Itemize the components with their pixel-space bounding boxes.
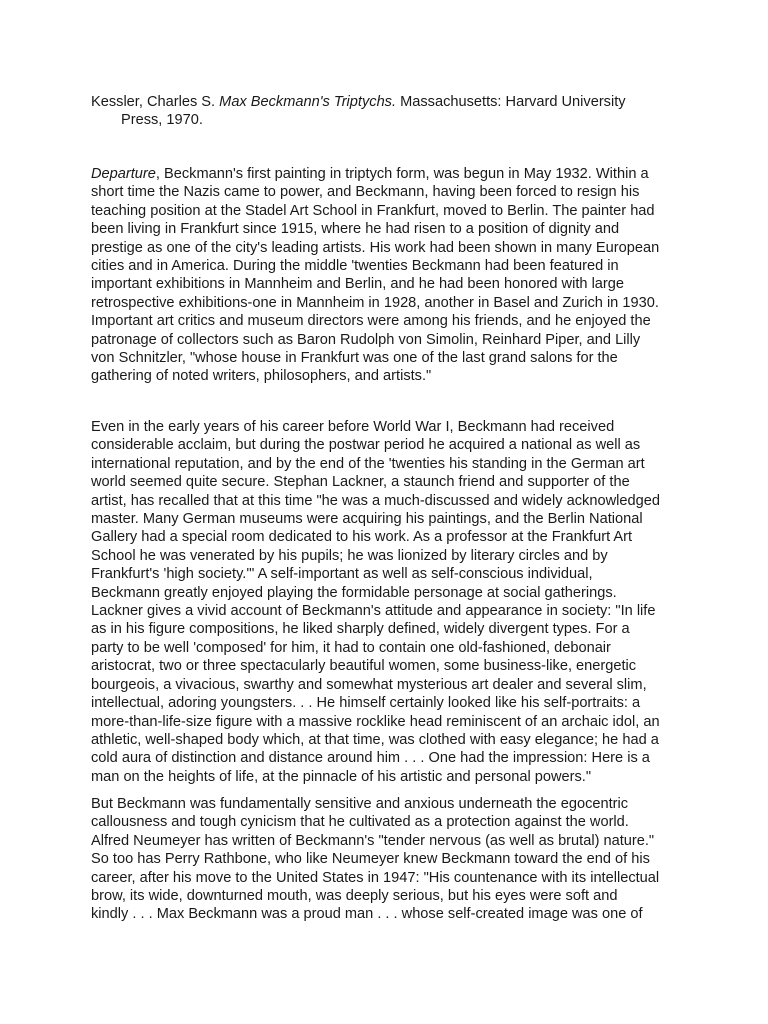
paragraph-line: School he was venerated by his pupils; he was lionized by literary circles and by [91,547,608,564]
citation-line-1 [91,93,691,111]
paragraph-line: cold aura of distinction and distance around him . . . One had the impression: Here is a [91,750,650,767]
paragraph-line: Important art critics and museum directors were among his friends, and he enjoyed the [91,313,651,330]
paragraph-line: Even in the early years of his career before World War I, Beckmann had received [91,419,615,435]
paragraph-line: aristocrat, two or three spectacularly beautiful women, some business-like, energetic [91,658,637,675]
paragraph-line: gathering of noted writers, philosophers, and artists." [91,368,432,385]
paragraph-line: callousness and tough cynicism that he cultivated as a protection against the world. [91,814,629,831]
paragraph-line: been living in Frankfurt since 1915, where he had risen to a position of dignity and [91,221,620,238]
paragraph-line: as in his figure compositions, he liked sharply defined, widely divergent types. For a [91,621,630,638]
paragraph-line: intellectual, adoring youngsters. . . He himself certainly looked like his self-portraits: a [91,695,641,712]
paragraph-line: athletic, well-shaped body which, at that time, was clothed with easy elegance; he had a [91,731,659,748]
paragraph-line: retrospective exhibitions-one in Mannheim in 1928, another in Basel and Zurich in 1930. [91,294,659,311]
paragraph-line: master. Many German museums were acquiring his paintings, and the Berlin National [91,511,643,528]
citation-author: Kessler, Charles S. [91,94,220,110]
paragraph-line: considerable acclaim, but during the postwar period he acquired a national as well as [91,437,641,454]
paragraph-line: career, after his move to the United States in 1947: "His countenance with its intellectual [91,869,660,886]
paragraph-line: So too has Perry Rathbone, who like Neumeyer knew Beckmann toward the end of his [91,851,650,868]
paragraph-line: Beckmann greatly enjoyed playing the formidable personage at social gatherings. [91,584,617,601]
paragraph-line: von Schnitzler, "whose house in Frankfurt was one of the last grand salons for the [91,350,618,367]
paragraph-line: prestige as one of the city's leading artists. His work had been shown in many European [91,239,660,256]
paragraph-line: international reputation, and by the end of the 'twenties his standing in the German art [91,455,645,472]
paragraph-line: kindly . . . Max Beckmann was a proud man . . . whose self-created image was one of [91,906,643,923]
paragraph-line: Frankfurt's 'high society.'" A self-important as well as self-conscious individual, [91,566,593,583]
paragraph-early-career [91,418,691,786]
line-text: , Beckmann's first painting in triptych form, was begun in May 1932. Within a [155,166,649,182]
paragraph-line: cities and in America. During the middle 'twenties Beckmann had been featured in [91,258,619,275]
bibliographic-citation [91,93,691,130]
paragraph-line: important exhibitions in Mannheim and Berlin, and he had been honored with large [91,276,625,293]
paragraph-line: Lackner gives a vivid account of Beckmann's attitude and appearance in society: "In life [91,603,656,620]
paragraph-line: teaching position at the Stadel Art School in Frankfurt, moved to Berlin. The painter had [91,202,655,219]
paragraph-line [91,165,691,183]
paragraph-sensitivity [91,795,691,924]
painting-title-italic: Departure [91,166,156,182]
paragraph-line: artist, has recalled that at this time "he was a much-discussed and widely acknowledged [91,492,660,509]
paragraph-line: bourgeois, a vivacious, swarthy and somewhat mysterious art dealer and several slim, [91,676,647,693]
paragraph-departure [91,165,691,386]
citation-title: Max Beckmann's Triptychs. [219,94,397,110]
paragraph-line: But Beckmann was fundamentally sensitive and anxious underneath the egocentric [91,796,629,812]
paragraph-line: Alfred Neumeyer has written of Beckmann's "tender nervous (as well as brutal) nature." [91,832,655,849]
paragraph-line: Gallery had a special room dedicated to his work. As a professor at the Frankfurt Art [91,529,633,546]
paragraph-line: patronage of collectors such as Baron Rudolph von Simolin, Reinhard Piper, and Lilly [91,331,641,348]
paragraph-line: short time the Nazis came to power, and Beckmann, having been forced to resign his [91,184,640,201]
paragraph-line: party to be well 'composed' for him, it had to contain one old-fashioned, debonair [91,639,611,656]
citation-publisher: Massachusetts: Harvard University [396,94,626,110]
paragraph-line: brow, its wide, downturned mouth, was deeply serious, but his eyes were soft and [91,888,618,905]
paragraph-line: man on the heights of life, at the pinnacle of his artistic and personal powers." [91,768,592,785]
paragraph-line: more-than-life-size figure with a massive rocklike head reminiscent of an archaic idol, an [91,713,660,730]
citation-line-2: Press, 1970. [121,112,203,129]
paragraph-line: world seemed quite secure. Stephan Lackner, a staunch friend and supporter of the [91,474,630,491]
